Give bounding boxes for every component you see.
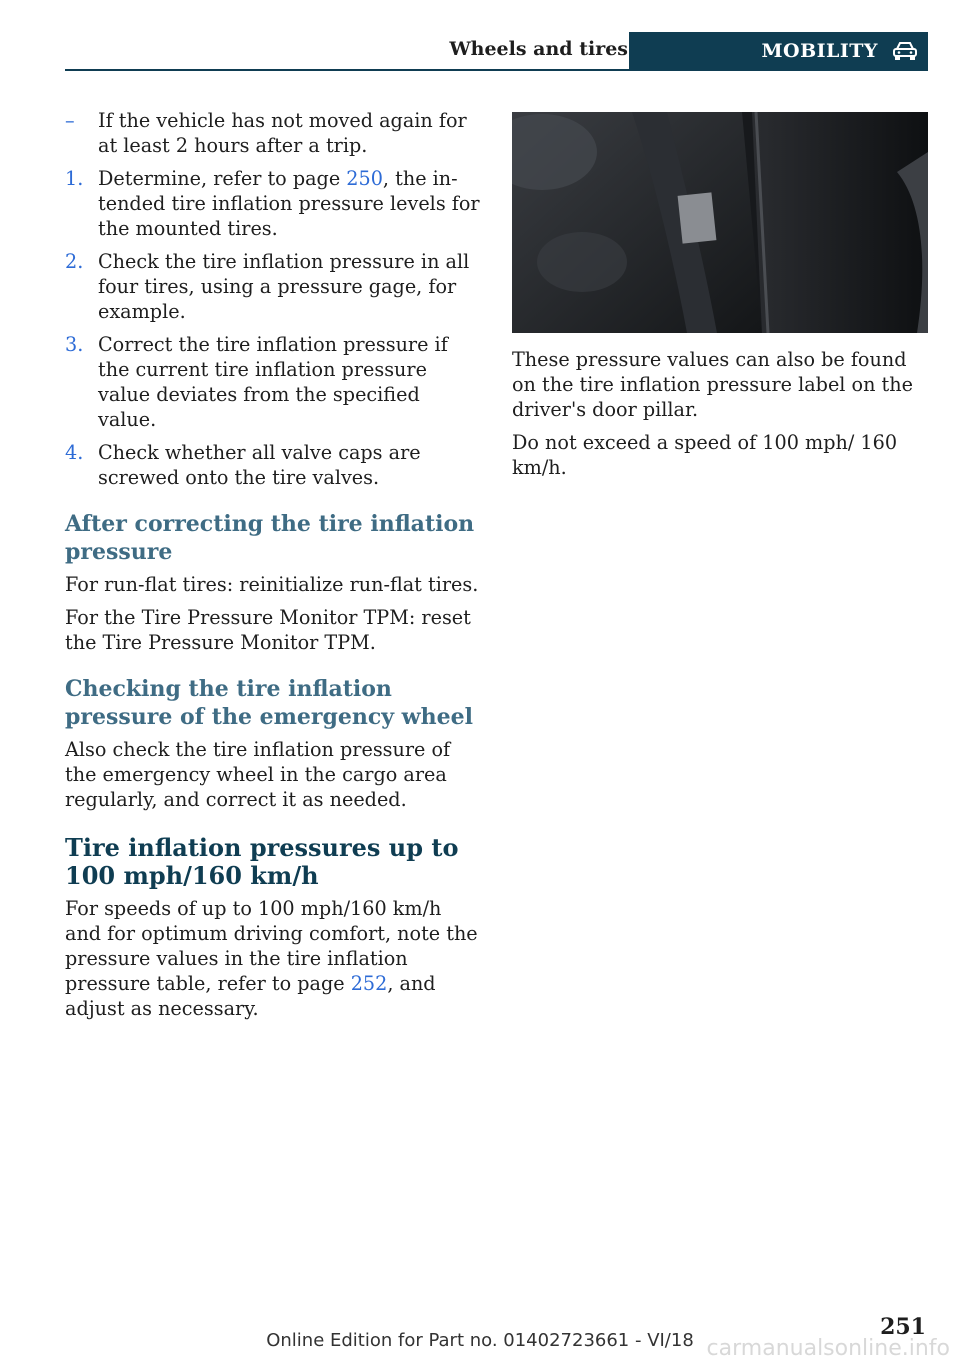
list-item-text: If the vehicle has not moved again for at least 2 hours after a trip. xyxy=(98,109,467,157)
dash-marker: – xyxy=(65,109,75,132)
chapter-label: MOBILITY xyxy=(761,39,878,62)
page-number: 251 xyxy=(880,1314,926,1340)
door-pillar-photo xyxy=(512,112,928,333)
right-column xyxy=(512,108,928,488)
page-header xyxy=(65,32,928,71)
step-4 xyxy=(65,440,480,490)
paragraph: Also check the tire inflation pressure of the emergency wheel in the cargo area regularly, and correct it as needed. xyxy=(65,738,451,811)
paragraph: For run-flat tires: reinitialize run-flat tires. xyxy=(65,573,479,596)
watermark: carmanualsonline.info xyxy=(706,1336,950,1361)
page-link-250[interactable]: 250 xyxy=(346,167,383,190)
step-text: Check the tire inflation pressure in all four tires, using a pressure gage, for example. xyxy=(98,250,470,323)
car-icon xyxy=(892,40,918,62)
page-link-252[interactable]: 252 xyxy=(350,972,388,995)
step-text: Check whether all valve caps are screwed onto the tire valves. xyxy=(98,441,421,489)
step-number: 2. xyxy=(65,250,84,273)
step-number: 3. xyxy=(65,333,84,356)
edition-footer: Online Edition for Part no. 01402723661 - VI/18 xyxy=(266,1330,694,1351)
left-column xyxy=(65,108,480,1029)
header-rule xyxy=(65,69,928,71)
paragraph: These pressure values can also be found on the tire inflation pressure label on the driver's door pillar. xyxy=(512,348,913,421)
list-item xyxy=(65,108,480,158)
door-pillar-illustration xyxy=(512,112,928,333)
step-text: Determine, refer to page 250, the intended tire inflation pressure levels for the mounted tires. xyxy=(98,167,480,240)
paragraph: Do not exceed a speed of 100 mph/ 160 km/h. xyxy=(512,431,898,479)
step-text: Correct the tire inflation pressure if the current tire inflation pressure value deviates from the specified value. xyxy=(98,333,448,431)
step-number: 1. xyxy=(65,167,84,190)
chapter-tab xyxy=(629,32,928,69)
heading-pressures-100mph: Tire inflation pressures up to 100 mph/160 km/h xyxy=(65,833,459,890)
step-2 xyxy=(65,249,480,324)
heading-emergency-wheel: Checking the tire inflation pressure of the emergency wheel xyxy=(65,676,473,730)
paragraph: For speeds of up to 100 mph/160 km/h and for optimum driving comfort, note the pressure values in the tire inflation pressure table, refer to page 252, and adjust as necessary. xyxy=(65,897,478,1020)
heading-after-correcting: After correcting the tire inflation pressure xyxy=(65,511,475,565)
paragraph: For the Tire Pressure Monitor TPM: reset the Tire Pressure Monitor TPM. xyxy=(65,606,471,654)
step-1 xyxy=(65,166,480,241)
step-3 xyxy=(65,332,480,432)
section-title: Wheels and tires xyxy=(449,38,628,60)
step-number: 4. xyxy=(65,441,84,464)
